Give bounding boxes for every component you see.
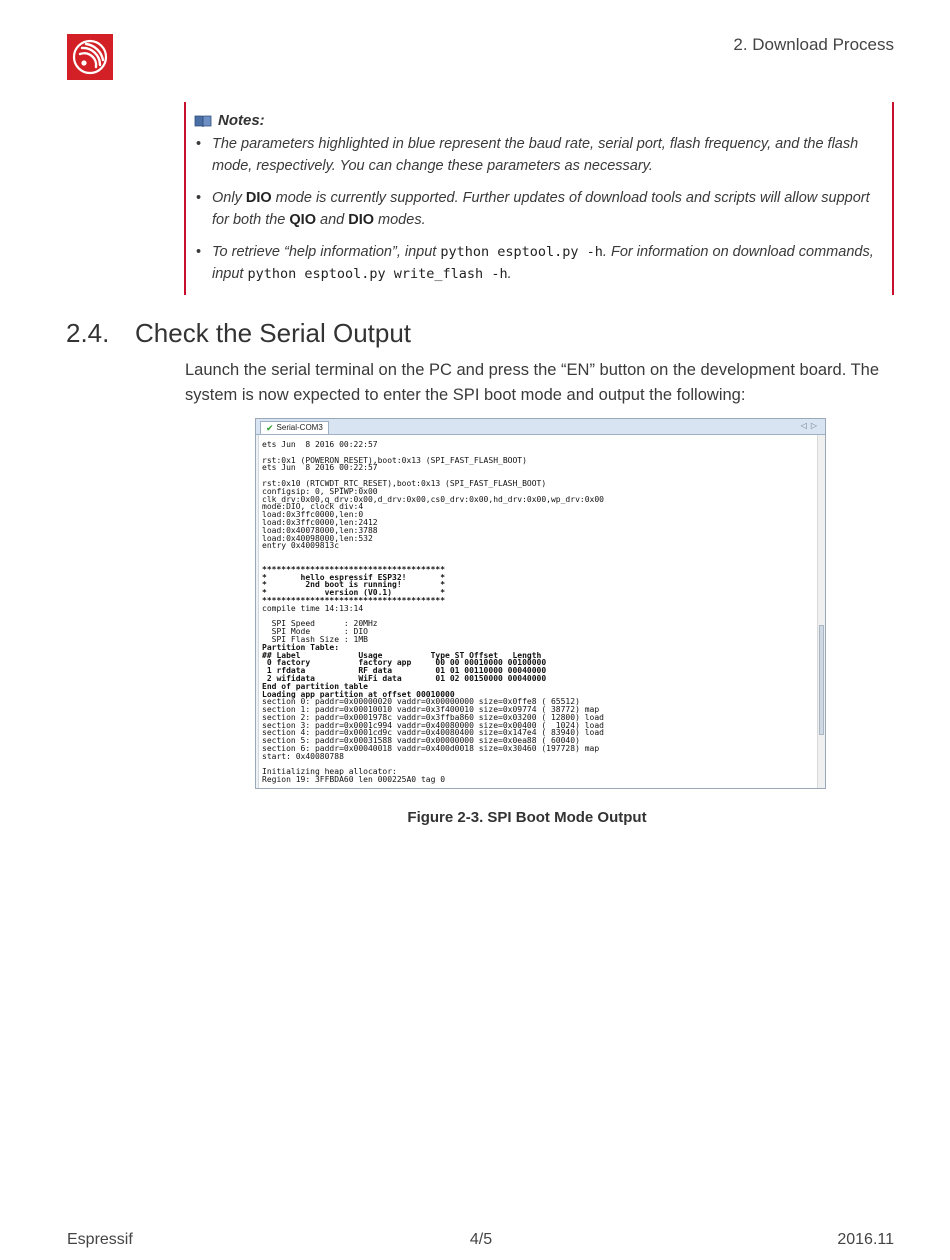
terminal-tab-label: Serial-COM3 bbox=[276, 423, 323, 432]
body-paragraph: Launch the serial terminal on the PC and press the “EN” button on the development board. The system is now expected to enter the SPI boot mode and output the following: bbox=[185, 361, 880, 404]
terminal-line: ************************************** bbox=[262, 564, 446, 574]
terminal-line: section 1: paddr=0x00010010 vaddr=0x3f400010 size=0x09774 ( 38772) map bbox=[262, 705, 600, 715]
terminal-line: load:0x40078000,len:3788 bbox=[262, 525, 378, 535]
terminal-line: SPI Mode : DIO bbox=[262, 627, 368, 637]
note-item bbox=[194, 133, 884, 177]
terminal-line: ets Jun 8 2016 00:22:57 bbox=[262, 440, 378, 449]
terminal-line: load:0x3ffc0000,len:0 bbox=[262, 510, 364, 520]
footer-date: 2016.11 bbox=[837, 1231, 894, 1248]
terminal-line: rst:0x10 (RTCWDT_RTC_RESET),boot:0x13 (SPI_FAST_FLASH_BOOT) bbox=[262, 478, 547, 488]
terminal-line: 2 wifidata WiFi data 01 02 00150000 00040000 bbox=[262, 673, 547, 683]
terminal-line: clk_drv:0x00,q_drv:0x00,d_drv:0x00,cs0_drv:0x00,hd_drv:0x00,wp_drv:0x00 bbox=[262, 494, 604, 504]
note-bold: DIO bbox=[245, 190, 272, 206]
note-item bbox=[194, 241, 884, 285]
terminal-line: section 5: paddr=0x00031588 vaddr=0x00000000 size=0x0ea88 ( 60040) bbox=[262, 736, 580, 746]
terminal-line: 0 factory factory app 00 00 00010000 00100000 bbox=[262, 658, 547, 668]
terminal-line: section 3: paddr=0x0001c994 vaddr=0x40080000 size=0x00400 ( 1024) load bbox=[262, 720, 604, 730]
note-code: python esptool.py -h bbox=[440, 244, 603, 260]
terminal-line: compile time 14:13:14 bbox=[262, 603, 364, 613]
note-text: Only bbox=[212, 190, 246, 206]
terminal-scrollbar[interactable] bbox=[817, 435, 825, 788]
terminal-line: * version (V0.1) * bbox=[262, 588, 446, 598]
figure-caption: Figure 2-3. SPI Boot Mode Output bbox=[407, 809, 647, 826]
terminal-line: section 0: paddr=0x00000020 vaddr=0x00000000 size=0x0ffe8 ( 65512) bbox=[262, 697, 580, 707]
terminal-line: * 2nd boot is running! * bbox=[262, 580, 446, 590]
section-heading bbox=[66, 318, 411, 349]
note-text: modes. bbox=[374, 212, 426, 228]
terminal-line: ************************************** bbox=[262, 595, 446, 605]
note-text: To retrieve “help information”, input bbox=[212, 244, 441, 260]
terminal-line: 1 rfdata RF data 01 01 00110000 00040000 bbox=[262, 666, 547, 676]
note-text: and bbox=[315, 212, 349, 228]
terminal-line: Region 19: 3FFBDA60 len 000225A0 tag 0 bbox=[262, 775, 446, 785]
note-code: python esptool.py write_flash -h bbox=[247, 266, 508, 282]
note-text: . For information on download commands, input bbox=[212, 244, 874, 282]
note-text: mode is currently supported. Further updates of download tools and scripts will allow support for both the bbox=[212, 190, 870, 228]
terminal-line: section 2: paddr=0x0001978c vaddr=0x3ffba860 size=0x03200 ( 12800) load bbox=[262, 712, 604, 722]
terminal-tab[interactable] bbox=[260, 421, 329, 434]
terminal-line: ets Jun 8 2016 00:22:57 bbox=[262, 463, 378, 473]
footer-page-number: 4/5 bbox=[469, 1231, 493, 1248]
note-item bbox=[194, 187, 884, 231]
terminal-line: load:0x3ffc0000,len:2412 bbox=[262, 517, 378, 527]
book-icon bbox=[194, 114, 212, 128]
note-bold: DIO bbox=[348, 212, 375, 228]
terminal-line: configsip: 0, SPIWP:0x00 bbox=[262, 486, 378, 496]
check-icon: ✔ bbox=[266, 423, 274, 433]
notes-heading bbox=[194, 112, 884, 129]
terminal-line: entry 0x4009813c bbox=[262, 541, 340, 551]
serial-terminal-screenshot bbox=[255, 418, 826, 789]
scrollbar-thumb[interactable] bbox=[819, 625, 824, 735]
terminal-line: Partition Table: bbox=[262, 642, 340, 652]
tab-scroll-arrows-icon[interactable]: ◁▷ bbox=[800, 421, 821, 430]
section-number: 2.4. bbox=[66, 318, 110, 348]
terminal-line: SPI Speed : 20MHz bbox=[262, 619, 378, 629]
terminal-line: SPI Flash Size : 1MB bbox=[262, 634, 368, 644]
notes-title: Notes: bbox=[218, 112, 265, 129]
espressif-logo bbox=[67, 34, 113, 80]
terminal-line: Initializing heap allocator: bbox=[262, 767, 397, 777]
terminal-tab-bar bbox=[256, 419, 825, 435]
terminal-line: mode:DIO, clock div:4 bbox=[262, 502, 364, 512]
page-header-title: 2. Download Process bbox=[733, 35, 894, 54]
terminal-line: start: 0x40080788 bbox=[262, 751, 344, 761]
terminal-line: ## Label Usage Type ST Offset Length bbox=[262, 650, 542, 660]
section-title: Check the Serial Output bbox=[135, 318, 412, 348]
terminal-line: Loading app partition at offset 00010000 bbox=[262, 689, 455, 699]
notes-box bbox=[184, 102, 894, 295]
terminal-line: End of partition table bbox=[262, 681, 368, 691]
terminal-line bbox=[262, 550, 813, 558]
footer-company: Espressif bbox=[67, 1231, 133, 1248]
terminal-line: section 4: paddr=0x0001cd9c vaddr=0x40080400 size=0x147e4 ( 83940) load bbox=[262, 728, 604, 738]
terminal-line: * hello espressif ESP32! * bbox=[262, 572, 446, 582]
note-bold: QIO bbox=[289, 212, 316, 228]
terminal-gutter bbox=[256, 435, 259, 788]
terminal-line: load:0x40098000,len:532 bbox=[262, 533, 373, 543]
note-text: The parameters highlighted in blue represent the baud rate, serial port, flash frequency, and the flash mode, respectively. You can change these parameters as necessary. bbox=[212, 136, 859, 174]
terminal-line: rst:0x1 (POWERON_RESET),boot:0x13 (SPI_FAST_FLASH_BOOT) bbox=[262, 455, 527, 465]
terminal-output bbox=[262, 441, 813, 788]
note-text: . bbox=[507, 266, 512, 282]
notes-list bbox=[194, 133, 884, 285]
terminal-line: section 6: paddr=0x00040018 vaddr=0x400d0018 size=0x30460 (197728) map bbox=[262, 744, 600, 754]
